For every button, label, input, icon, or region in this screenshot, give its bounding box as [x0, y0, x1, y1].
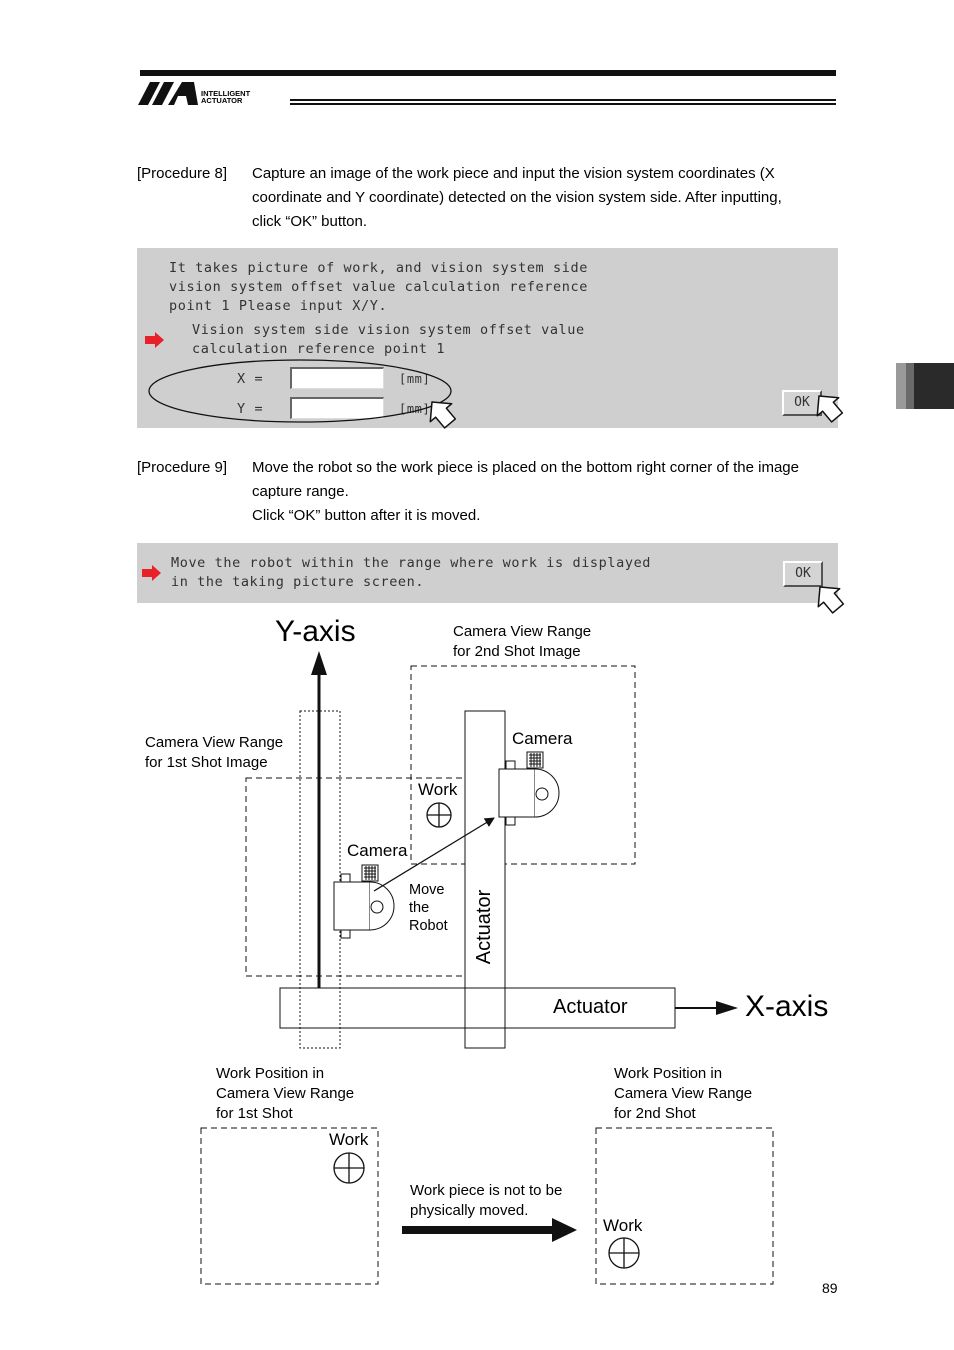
x-unit: [mm]	[399, 372, 431, 386]
vertical-actuator-label: Actuator	[473, 889, 495, 965]
dialog1-message-line3: point 1 Please input X/Y.	[169, 298, 388, 314]
y-axis-arrowhead	[311, 651, 327, 675]
dialog1-subtitle-line1: Vision system side vision system offset value	[192, 322, 585, 338]
camera-bottom-label: Camera	[347, 841, 408, 860]
work-not-moved-note: Work piece is not to be physically moved.	[410, 1182, 563, 1219]
camera-bottom	[334, 865, 394, 938]
x-axis-arrowhead	[716, 1001, 738, 1015]
work-crosshair-icon	[334, 1153, 364, 1183]
ok-button[interactable]: OK	[783, 561, 823, 587]
horizontal-actuator-label: Actuator	[553, 996, 628, 1018]
dialog1-message-line2: vision system offset value calculation reference	[169, 279, 588, 295]
work-position-1st-label: Work Position in Camera View Range for 1st Shot	[216, 1065, 355, 1122]
procedure9-line3: Click “OK” button after it is moved.	[252, 507, 481, 524]
page-number: 89	[822, 1280, 838, 1296]
logo-text-actuator: ACTUATOR	[201, 96, 243, 105]
y-label: Y =	[237, 401, 264, 417]
work-crosshair-icon	[427, 803, 451, 827]
work-top-label: Work	[418, 780, 458, 799]
x-label: X =	[237, 371, 264, 387]
camera-top-label: Camera	[512, 729, 573, 748]
transition-arrow	[402, 1226, 554, 1234]
work-crosshair-icon	[609, 1238, 639, 1268]
procedure9-line2: capture range.	[252, 483, 349, 500]
transition-arrowhead	[552, 1218, 577, 1242]
camera-range-1st-label: Camera View Range for 1st Shot Image	[145, 734, 284, 771]
dialog2-message-line2: in the taking picture screen.	[171, 574, 425, 590]
dialog1-subtitle-line2: calculation reference point 1	[192, 341, 446, 357]
y-unit: [mm]	[399, 402, 431, 416]
work-position-2nd-label: Work Position in Camera View Range for 2nd Shot	[614, 1065, 753, 1122]
dialog2-message-line1: Move the robot within the range where work is displayed	[171, 555, 652, 571]
x-axis-label: X-axis	[745, 990, 829, 1023]
dialog1-message-line1: It takes picture of work, and vision system side	[169, 260, 588, 276]
logo-text-intelligent: INTELLIGENT	[201, 89, 251, 98]
procedure8-line1: Capture an image of the work piece and input the vision system coordinates (X	[252, 165, 775, 182]
camera-range-2nd-label: Camera View Range for 2nd Shot Image	[453, 623, 592, 660]
procedure9-line1: Move the robot so the work piece is placed on the bottom right corner of the image	[252, 459, 799, 476]
procedure8-line2: coordinate and Y coordinate) detected on the vision system side. After inputting,	[252, 189, 782, 206]
work-right-label: Work	[603, 1216, 643, 1235]
procedure9-label: [Procedure 9]	[137, 459, 228, 476]
camera-range-2nd-shot	[411, 666, 635, 864]
move-robot-label: Move the Robot	[409, 882, 448, 934]
work-position-1st-box	[201, 1128, 378, 1284]
y-axis-label: Y-axis	[275, 615, 356, 648]
camera-top	[499, 752, 559, 825]
ok-button[interactable]: OK	[782, 390, 822, 416]
procedure8-label: [Procedure 8]	[137, 165, 228, 182]
procedure8-line3: click “OK” button.	[252, 213, 368, 230]
work-left-label: Work	[329, 1130, 369, 1149]
